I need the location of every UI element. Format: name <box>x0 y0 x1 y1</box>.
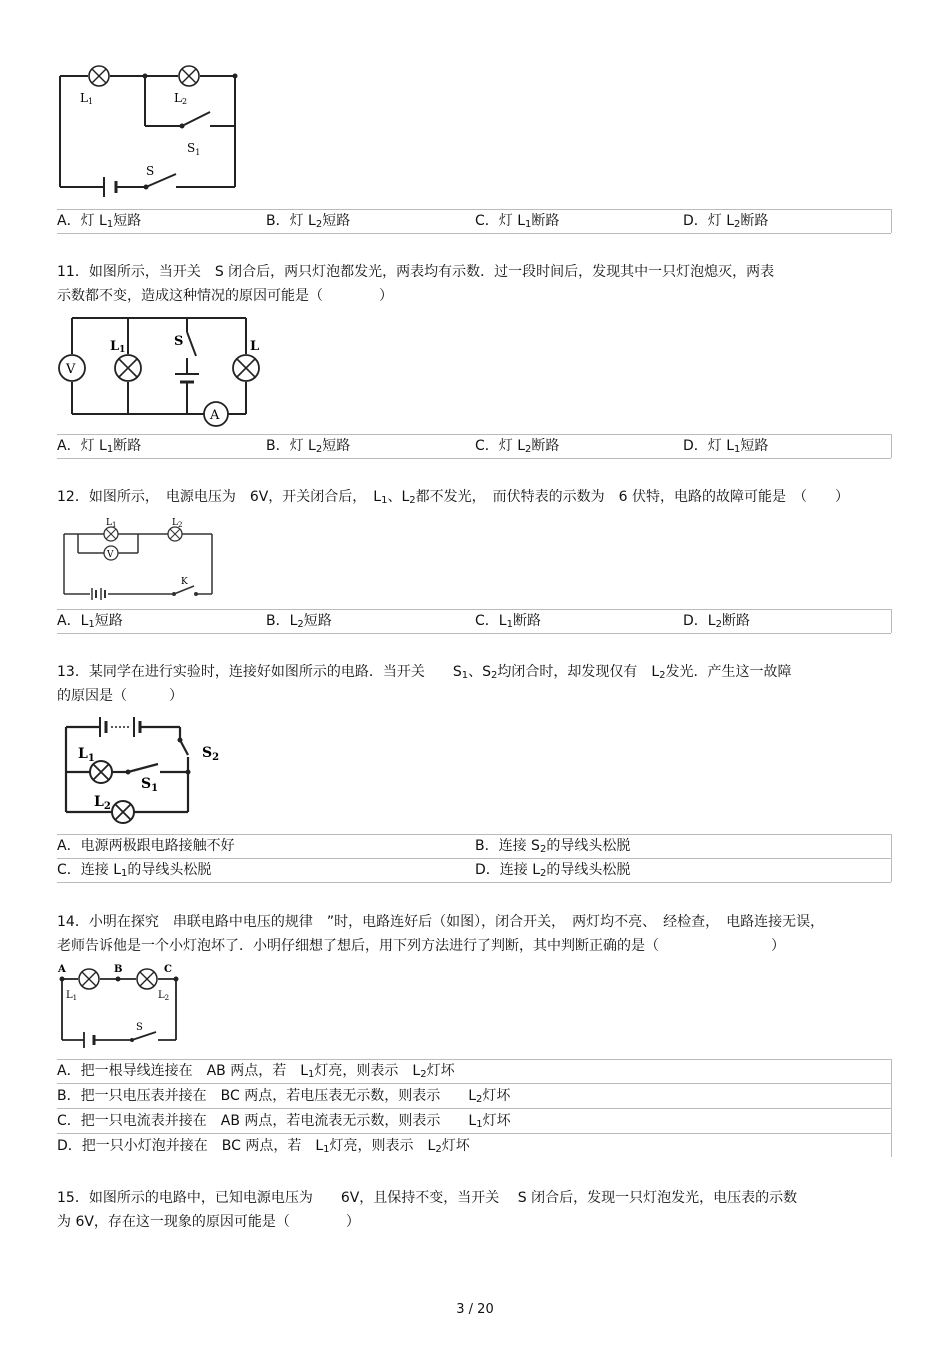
q14-option-a[interactable]: A．把一根导线连接在 AB 两点，若 $L_1$灯亮，则表示 $L_2$灯坏 <box>57 1063 455 1080</box>
q11-stem-line1: 11．如图所示，当开关 S 闭合后，两只灯泡都发光，两表均有示数．过一段时间后，发现其中一只灯泡熄灭，两表 <box>57 264 775 280</box>
svg-text:V: V <box>107 550 114 560</box>
q14-option-c[interactable]: C．把一只电流表并接在 AB 两点，若电流表无示数，则表示 $L_1$灯坏 <box>57 1113 511 1130</box>
svg-text:L1: L1 <box>110 339 126 355</box>
q11-option-d[interactable]: D．灯 $L_1$短路 <box>683 438 769 455</box>
q14-option-b[interactable]: B．把一只电压表并接在 BC 两点，若电压表无示数，则表示 $L_2$灯坏 <box>57 1088 511 1105</box>
q11-option-a[interactable]: A．灯 $L_1$断路 <box>57 438 142 455</box>
q14-lamp-l1 <box>79 969 99 989</box>
svg-text:A: A <box>210 408 220 423</box>
page-number: 3 / 20 <box>456 1302 494 1317</box>
q12-option-a[interactable]: A．$L_1$短路 <box>57 613 123 630</box>
q13-option-d[interactable]: D．连接 $L_2$的导线头松脱 <box>475 862 631 879</box>
svg-text:L2: L2 <box>174 91 188 106</box>
q15-stem-line2: 为 6V，存在这一现象的原因可能是（ ） <box>57 1214 360 1230</box>
q12-option-b[interactable]: B．$L_2$短路 <box>266 613 332 630</box>
q13-stem-line1: 13．某同学在进行实验时，连接好如图所示的电路．当开关 $S_1$、$S_2$均闭合时，却发现仅有 $L_2$发光．产生这一故障 <box>57 664 792 681</box>
svg-text:L1: $L_1$ <box>78 746 95 764</box>
svg-text:A: A <box>58 964 66 975</box>
svg-text:V: V <box>66 362 76 377</box>
q11-option-b[interactable]: B．灯 $L_2$短路 <box>266 438 351 455</box>
q10-option-d[interactable]: D．灯 $L_2$断路 <box>683 213 769 230</box>
svg-text:S: S <box>136 1022 143 1033</box>
q11-stem-line2: 示数都不变，造成这种情况的原因可能是（ ） <box>57 288 393 304</box>
q14-stem-line1: 14．小明在探究 串联电路中电压的规律 ”时，电路连好后（如图），闭合开关， 两灯均不亮、 经检查， 电路连接无误， <box>57 914 825 930</box>
q10-option-a[interactable]: A．灯 $L_1$短路 <box>57 213 142 230</box>
svg-text:S1: $S_1$ <box>187 141 201 157</box>
svg-text:C: C <box>164 964 172 975</box>
q13-option-c[interactable]: C．连接 $L_1$的导线头松脱 <box>57 862 212 879</box>
svg-text:L: L <box>250 339 260 354</box>
svg-text:L1: L1 <box>80 91 94 106</box>
q11-option-c[interactable]: C．灯 $L_2$断路 <box>475 438 560 455</box>
q10-option-c[interactable]: C．灯 $L_1$断路 <box>475 213 560 230</box>
svg-text:S: S <box>146 164 155 178</box>
q12-stem: 12．如图所示， 电源电压为 6V，开关闭合后， $L_1$、$L_2$都不发光， 而伏特表的示数为 6 伏特，电路的故障可能是 （ ） <box>57 489 850 506</box>
q12-option-c[interactable]: C．$L_1$断路 <box>475 613 541 630</box>
svg-text:L1: $L_1$ <box>66 990 78 1002</box>
svg-text:L2: $L_2$ <box>158 990 170 1002</box>
svg-text:S1: $S_1$ <box>141 776 159 794</box>
q12-option-d[interactable]: D．$L_2$断路 <box>683 613 750 630</box>
svg-text:L2: $L_2$ <box>94 794 111 812</box>
q14-stem-line2: 老师告诉他是一个小灯泡坏了．小明仔细想了想后，用下列方法进行了判断，其中判断正确的是（ ） <box>57 938 785 954</box>
svg-text:S: S <box>174 334 184 349</box>
q13-option-b[interactable]: B．连接 $S_2$的导线头松脱 <box>475 838 631 855</box>
q13-option-a[interactable]: A．电源两极跟电路接触不好 <box>57 838 235 854</box>
q14-option-d[interactable]: D．把一只小灯泡并接在 BC 两点，若 $L_1$灯亮，则表示 $L_2$灯坏 <box>57 1138 470 1155</box>
svg-text:S2: $S_2$ <box>202 745 220 763</box>
q13-stem-line2: 的原因是（ ） <box>57 688 183 704</box>
svg-text:K: K <box>181 577 188 587</box>
q15-stem-line1: 15．如图所示的电路中，已知电源电压为 6V，且保持不变，当开关 S 闭合后，发现一只灯泡发光，电压表的示数 <box>57 1190 798 1206</box>
q14-battery <box>84 1032 94 1048</box>
svg-text:B: B <box>114 964 123 975</box>
svg-text:L2: $L_2$ <box>172 518 183 529</box>
q10-option-b[interactable]: B．灯 $L_2$短路 <box>266 213 351 230</box>
svg-text:L1: $L_1$ <box>106 518 117 529</box>
q14-lamp-l2 <box>137 969 157 989</box>
